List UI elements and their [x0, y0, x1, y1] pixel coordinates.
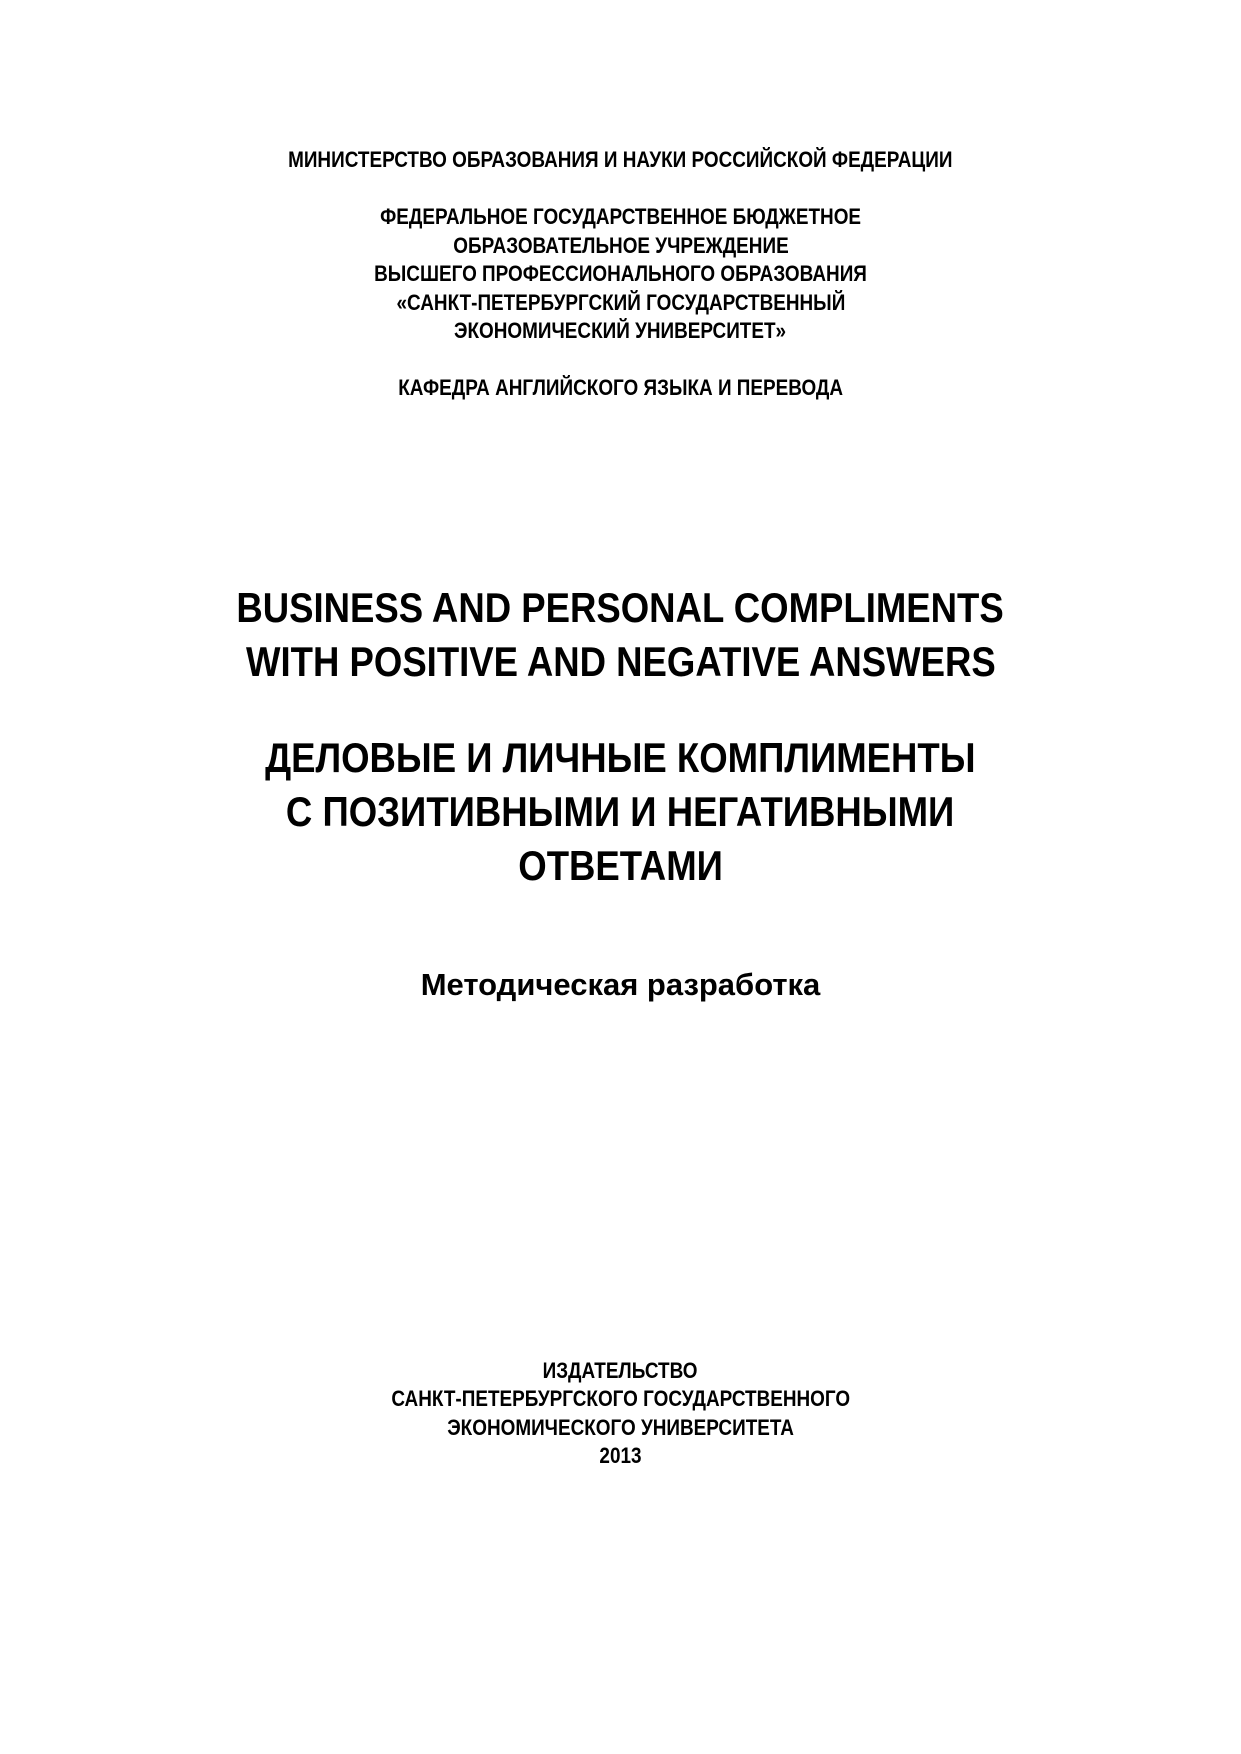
institution-line-5: ЭКОНОМИЧЕСКИЙ УНИВЕРСИТЕТ» [454, 318, 787, 343]
institution-line-4: «САНКТ-ПЕТЕРБУРГСКИЙ ГОСУДАРСТВЕННЫЙ [396, 290, 845, 315]
institution-line-2: ОБРАЗОВАТЕЛЬНОЕ УЧРЕЖДЕНИЕ [452, 233, 789, 258]
institution-line-3: ВЫСШЕГО ПРОФЕССИОНАЛЬНОГО ОБРАЗОВАНИЯ [374, 261, 867, 286]
publisher-line-2: САНКТ-ПЕТЕРБУРГСКОГО ГОСУДАРСТВЕННОГО [391, 1386, 850, 1411]
ministry-line: МИНИСТЕРСТВО ОБРАЗОВАНИЯ И НАУКИ РОССИЙСКОЙ ФЕДЕРАЦИИ [288, 147, 953, 172]
institution-line-1: ФЕДЕРАЛЬНОЕ ГОСУДАРСТВЕННОЕ БЮДЖЕТНОЕ [380, 204, 861, 229]
russian-title-line-3: ОТВЕТАМИ [518, 842, 723, 889]
department-line: КАФЕДРА АНГЛИЙСКОГО ЯЗЫКА И ПЕРЕВОДА [398, 375, 843, 400]
english-title-line-1: BUSINESS AND PERSONAL COMPLIMENTS [236, 584, 1005, 631]
publisher-line-3: ЭКОНОМИЧЕСКОГО УНИВЕРСИТЕТА [447, 1415, 794, 1440]
russian-title-line-1: ДЕЛОВЫЕ И ЛИЧНЫЕ КОМПЛИМЕНТЫ [265, 734, 976, 781]
russian-title-line-2: С ПОЗИТИВНЫМИ И НЕГАТИВНЫМИ [286, 788, 955, 835]
subtitle: Методическая разработка [420, 967, 821, 1002]
publisher-line-1: ИЗДАТЕЛЬСТВО [543, 1358, 698, 1383]
publication-year: 2013 [599, 1443, 642, 1468]
english-title-line-2: WITH POSITIVE AND NEGATIVE ANSWERS [245, 638, 996, 685]
